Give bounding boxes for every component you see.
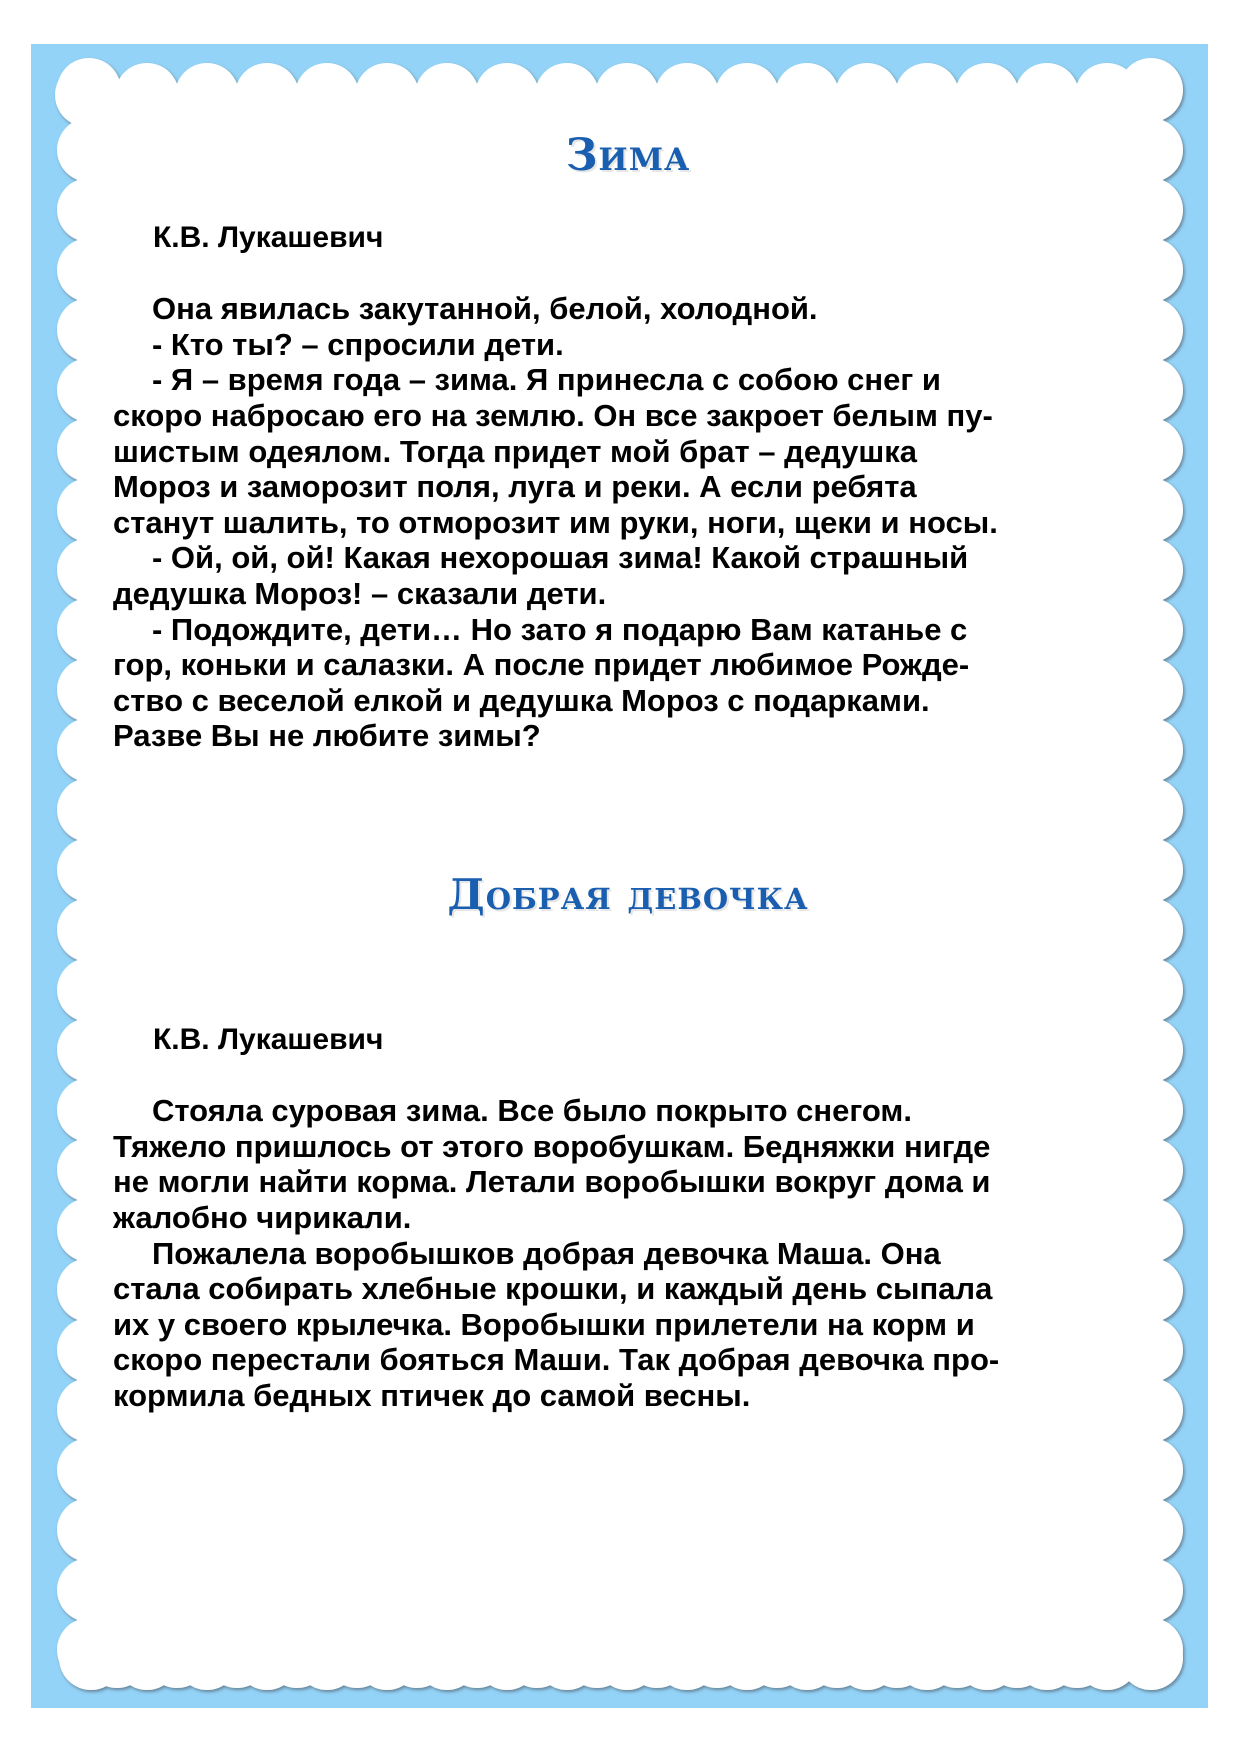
story-body-winter bbox=[113, 291, 1143, 754]
text-line: стала собирать хлебные крошки, и каждый день сыпала bbox=[113, 1271, 993, 1307]
text-line: их у своего крылечка. Воробышки прилетели на корм и bbox=[113, 1306, 975, 1342]
text-line: - Ой, ой, ой! Какая нехорошая зима! Какой страшный bbox=[152, 540, 969, 576]
author-line: К.В. Лукашевич bbox=[153, 1023, 384, 1056]
text-line: гор, коньки и салазки. А после придет любимое Рожде- bbox=[113, 647, 970, 683]
story-title-winter: Зима bbox=[565, 130, 691, 181]
text-line: Стояла суровая зима. Все было покрыто снегом. bbox=[152, 1093, 912, 1129]
text-line: Тяжело пришлось от этого воробушкам. Бедняжки нигде bbox=[113, 1128, 991, 1164]
text-line: - Я – время года – зима. Я принесла с собою снег и bbox=[152, 362, 941, 398]
text-line: Разве Вы не любите зимы? bbox=[113, 718, 541, 754]
text-line: Мороз и заморозит поля, луга и реки. А если ребята bbox=[113, 469, 917, 505]
story-body-kind-girl bbox=[113, 1093, 1143, 1413]
author-line: К.В. Лукашевич bbox=[153, 221, 384, 254]
text-line: кормила бедных птичек до самой весны. bbox=[113, 1377, 751, 1413]
text-line: жалобно чирикали. bbox=[113, 1199, 412, 1235]
text-line: Пожалела воробышков добрая девочка Маша. Она bbox=[152, 1235, 941, 1271]
text-line: - Подождите, дети… Но зато я подарю Вам катанье с bbox=[152, 611, 968, 647]
text-line: шистым одеялом. Тогда придет мой брат – дедушка bbox=[113, 433, 917, 469]
text-line: скоро перестали бояться Маши. Так добрая девочка про- bbox=[113, 1342, 1000, 1378]
text-line: скоро набросаю его на землю. Он все закроет белым пу- bbox=[113, 397, 993, 433]
text-line: станут шалить, то отморозит им руки, ноги, щеки и носы. bbox=[113, 504, 998, 540]
text-line: Она явилась закутанной, белой, холодной. bbox=[152, 291, 818, 327]
text-line: - Кто ты? – спросили дети. bbox=[152, 326, 564, 362]
story-winter bbox=[113, 220, 1143, 754]
story-title-kind-girl: Добрая девочка bbox=[447, 870, 809, 919]
text-line: не могли найти корма. Летали воробышки вокруг дома и bbox=[113, 1164, 991, 1200]
text-line: ство с веселой елкой и дедушка Мороз с подарками. bbox=[113, 682, 930, 718]
text-line: дедушка Мороз! – сказали дети. bbox=[113, 575, 607, 611]
story-kind-girl bbox=[113, 1022, 1143, 1414]
